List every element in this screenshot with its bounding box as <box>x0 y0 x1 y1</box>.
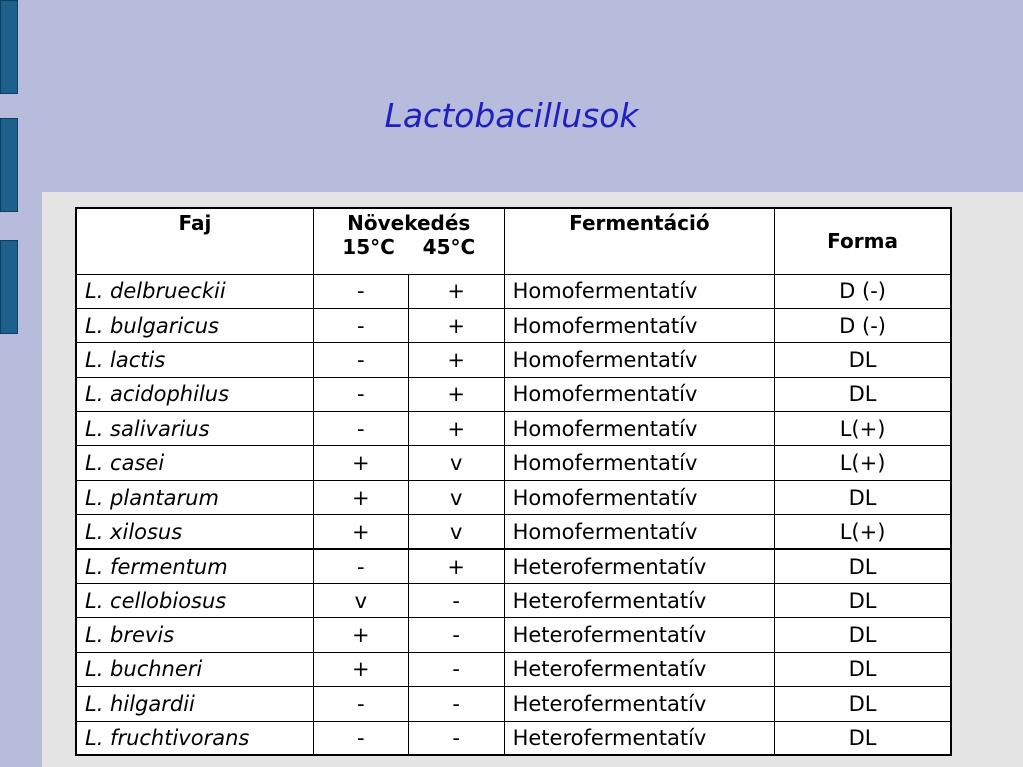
form-cell: DL <box>775 549 951 583</box>
table-row <box>76 377 951 411</box>
fermentation-cell: Heterofermentatív <box>504 687 775 721</box>
growth-45c-cell: v <box>408 446 504 480</box>
growth-15c-cell: - <box>313 687 408 721</box>
growth-15c-cell: - <box>313 721 408 755</box>
form-cell: L(+) <box>775 412 951 446</box>
growth-45c-cell: + <box>408 308 504 342</box>
species-cell: L. fruchtivorans <box>76 721 313 755</box>
growth-15c-cell: - <box>313 412 408 446</box>
fermentation-cell: Homofermentatív <box>504 446 775 480</box>
growth-45c-cell: + <box>408 549 504 583</box>
growth-15c-cell: + <box>313 618 408 652</box>
growth-45c-cell: - <box>408 721 504 755</box>
growth-45c-cell: - <box>408 687 504 721</box>
species-cell: L. buchneri <box>76 652 313 686</box>
lactobacillus-table <box>75 207 952 756</box>
fermentation-cell: Homofermentatív <box>504 343 775 377</box>
growth-15c-cell: + <box>313 515 408 549</box>
growth-15c-cell: v <box>313 584 408 618</box>
form-cell: DL <box>775 480 951 514</box>
side-decoration-bar <box>0 240 18 334</box>
fermentation-cell: Homofermentatív <box>504 480 775 514</box>
form-cell: D (-) <box>775 274 951 308</box>
header-forma: Forma <box>775 208 951 274</box>
form-cell: L(+) <box>775 515 951 549</box>
species-cell: L. plantarum <box>76 480 313 514</box>
growth-45c-cell: + <box>408 274 504 308</box>
form-cell: DL <box>775 377 951 411</box>
side-decoration-bar <box>0 0 18 94</box>
table-row <box>76 721 951 755</box>
growth-15c-cell: - <box>313 343 408 377</box>
table-row <box>76 584 951 618</box>
species-cell: L. fermentum <box>76 549 313 583</box>
table-row <box>76 412 951 446</box>
table-row <box>76 652 951 686</box>
growth-15c-cell: - <box>313 274 408 308</box>
growth-45c-cell: - <box>408 618 504 652</box>
form-cell: DL <box>775 652 951 686</box>
form-cell: DL <box>775 687 951 721</box>
table-row <box>76 515 951 549</box>
table-row <box>76 549 951 583</box>
fermentation-cell: Homofermentatív <box>504 377 775 411</box>
header-fermentacio: Fermentáció <box>504 208 775 274</box>
growth-15c-cell: + <box>313 480 408 514</box>
species-cell: L. delbrueckii <box>76 274 313 308</box>
form-cell: DL <box>775 584 951 618</box>
form-cell: L(+) <box>775 446 951 480</box>
growth-45c-cell: - <box>408 652 504 686</box>
fermentation-cell: Homofermentatív <box>504 515 775 549</box>
species-cell: L. xilosus <box>76 515 313 549</box>
growth-45c-cell: + <box>408 377 504 411</box>
species-cell: L. hilgardii <box>76 687 313 721</box>
fermentation-cell: Heterofermentatív <box>504 549 775 583</box>
growth-45c-cell: v <box>408 480 504 514</box>
growth-15c-cell: + <box>313 446 408 480</box>
growth-15c-cell: - <box>313 377 408 411</box>
table-header-row <box>76 208 951 274</box>
species-cell: L. salivarius <box>76 412 313 446</box>
table-row <box>76 618 951 652</box>
fermentation-cell: Homofermentatív <box>504 274 775 308</box>
slide-title: Lactobacillusok <box>384 96 639 135</box>
growth-45c-cell: v <box>408 515 504 549</box>
fermentation-cell: Heterofermentatív <box>504 721 775 755</box>
header-novekedes <box>313 208 504 274</box>
species-cell: L. bulgaricus <box>76 308 313 342</box>
header-novekedes-label: Növekedés <box>347 211 471 235</box>
form-cell: D (-) <box>775 308 951 342</box>
fermentation-cell: Homofermentatív <box>504 412 775 446</box>
table-row <box>76 274 951 308</box>
fermentation-cell: Heterofermentatív <box>504 584 775 618</box>
growth-15c-cell: - <box>313 549 408 583</box>
growth-45c-cell: - <box>408 584 504 618</box>
table-row <box>76 480 951 514</box>
fermentation-cell: Homofermentatív <box>504 308 775 342</box>
species-cell: L. casei <box>76 446 313 480</box>
species-cell: L. brevis <box>76 618 313 652</box>
species-cell: L. acidophilus <box>76 377 313 411</box>
growth-15c-cell: + <box>313 652 408 686</box>
table-row <box>76 308 951 342</box>
fermentation-cell: Heterofermentatív <box>504 652 775 686</box>
form-cell: DL <box>775 721 951 755</box>
species-cell: L. lactis <box>76 343 313 377</box>
growth-15c-cell: - <box>313 308 408 342</box>
header-faj: Faj <box>76 208 313 274</box>
form-cell: DL <box>775 618 951 652</box>
form-cell: DL <box>775 343 951 377</box>
table-row <box>76 343 951 377</box>
growth-45c-cell: + <box>408 412 504 446</box>
table-row <box>76 446 951 480</box>
header-temperatures: 15°C 45°C <box>342 235 476 259</box>
species-cell: L. cellobiosus <box>76 584 313 618</box>
growth-45c-cell: + <box>408 343 504 377</box>
table-row <box>76 687 951 721</box>
fermentation-cell: Heterofermentatív <box>504 618 775 652</box>
